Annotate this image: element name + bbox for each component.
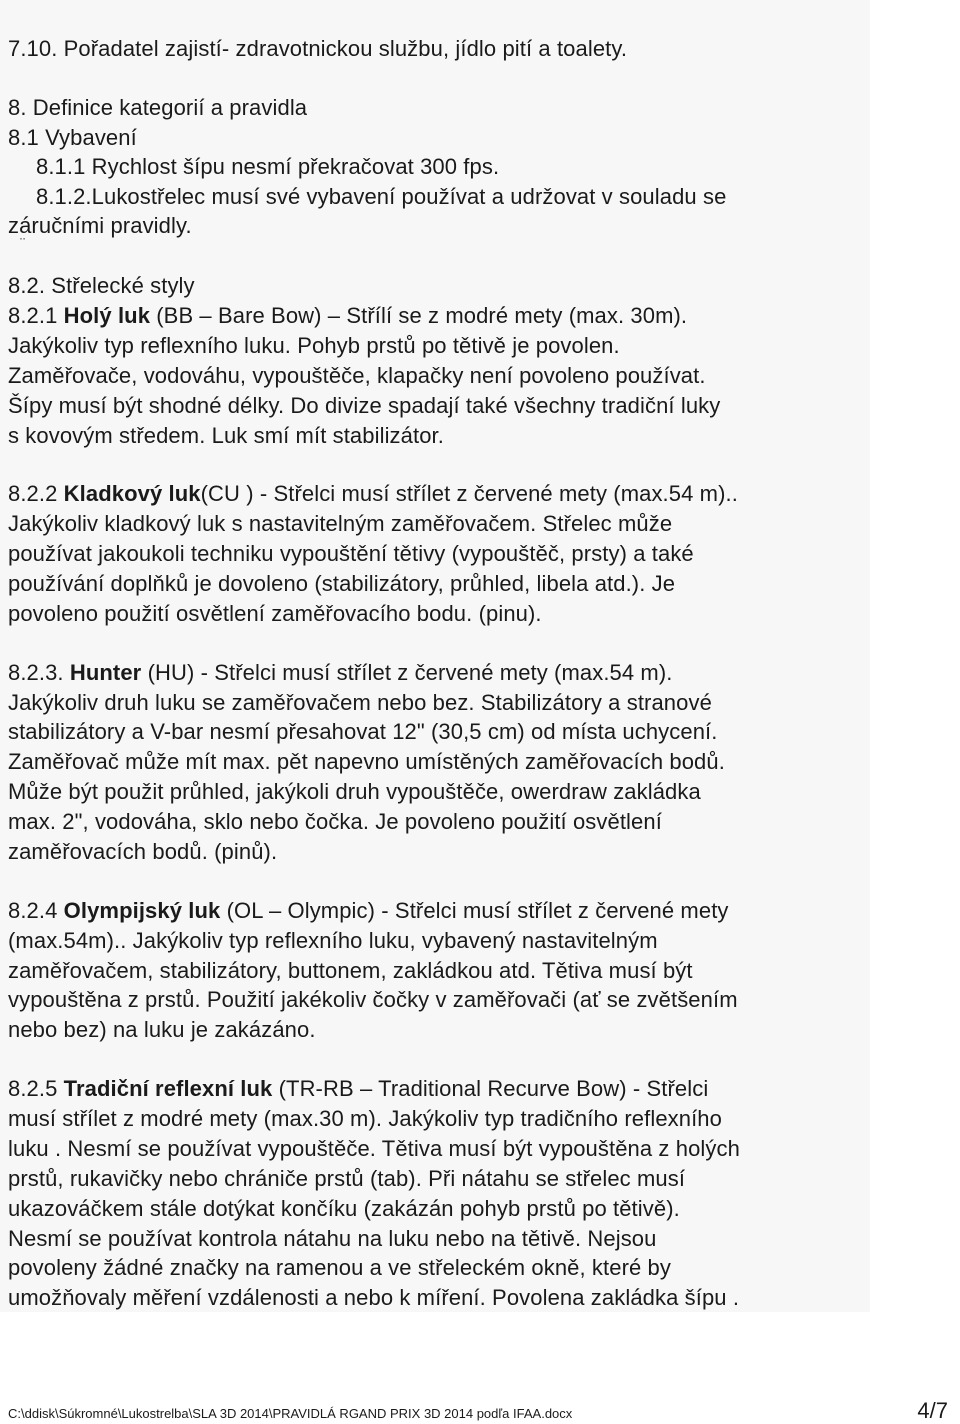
category-description: (OL – Olympic) - Střelci musí střílet z červené mety (220, 898, 729, 923)
text-line: musí střílet z modré mety (max.30 m). Jakýkoliv typ tradičního reflexního (8, 1106, 722, 1131)
file-path: C:\ddisk\Súkromné\Lukostrelba\SLA 3D 2014\PRAVIDLÁ RGAND PRIX 3D 2014 podľa IFAA.docx (8, 1406, 573, 1421)
category-number: 8.2.4 (8, 898, 64, 923)
category-number: 8.2.5 (8, 1076, 64, 1101)
text-line: vypouštěna z prstů. Použití jakékoliv čočky v zaměřovači (ať se zvětšením (8, 987, 738, 1012)
category-name: Kladkový luk (63, 481, 201, 506)
text-line: zaměřovačem, stabilizátory, buttonem, zakládkou atd. Tětiva musí být (8, 958, 693, 983)
text-line: povoleno použití osvětlení zaměřovacího bodu. (pinu). (8, 601, 542, 626)
text-line: zaměřovacích bodů. (pinů). (8, 839, 278, 864)
text-line: ukazováčkem stále dotýkat končíku (zakázán pohyb prstů po tětivě). (8, 1196, 680, 1221)
text-line: 8.1.2.Lukostřelec musí své vybavení používat a udržovat v souladu se (36, 184, 727, 209)
category-number: 8.2.1 (8, 303, 64, 328)
text-line: používat jakoukoli techniku vypouštění tětivy (vypouštěč, prsty) a také (8, 541, 694, 566)
text-line: Zaměřovače, vodováhu, vypouštěče, klapačky není povoleno používat. (8, 363, 706, 388)
text-line: prstů, rukavičky nebo chrániče prstů (tab). Při nátahu se střelec musí (8, 1166, 686, 1191)
category-line (8, 302, 687, 330)
text-line: (max.54m).. Jakýkoliv typ reflexního luku, vybavený nastavitelným (8, 928, 658, 953)
stray-mark: ¨ (20, 236, 26, 253)
text-line: Šípy musí být shodné délky. Do divize spadají také všechny tradiční luky (8, 393, 721, 418)
category-line (8, 480, 738, 508)
category-description: (BB – Bare Bow) – Střílí se z modré mety (max. 30m). (150, 303, 688, 328)
text-line: 7.10. Pořadatel zajistí- zdravotnickou službu, jídlo pití a toalety. (8, 36, 628, 61)
text-line: Jakýkoliv kladkový luk s nastavitelným zaměřovačem. Střelec může (8, 511, 673, 536)
text-line: Může být použit průhled, jakýkoli druh vypouštěče, owerdraw zakládka (8, 779, 701, 804)
text-line: Jakýkoliv typ reflexního luku. Pohyb prstů po tětivě je povolen. (8, 333, 620, 358)
category-line (8, 1075, 708, 1103)
text-line: luku . Nesmí se používat vypouštěče. Tětiva musí být vypouštěna z holých (8, 1136, 740, 1161)
subsection-heading: 8.1 Vybavení (8, 125, 137, 150)
category-description: (TR-RB – Traditional Recurve Bow) - Střelci (272, 1076, 709, 1101)
text-line: Nesmí se používat kontrola nátahu na luku nebo na tětivě. Nejsou (8, 1226, 657, 1251)
text-line: s kovovým středem. Luk smí mít stabilizátor. (8, 423, 444, 448)
text-line: 8.1.1 Rychlost šípu nesmí překračovat 300 fps. (36, 154, 500, 179)
text-line: používání doplňků je dovoleno (stabilizátory, průhled, libela atd.). Je (8, 571, 676, 596)
text-line: povoleny žádné značky na ramenou a ve střeleckém okně, které by (8, 1255, 671, 1280)
heading-text: 8.2. Střelecké styly (8, 273, 195, 298)
category-name: Holý luk (63, 303, 151, 328)
category-description: (CU ) - Střelci musí střílet z červené mety (max.54 m).. (200, 481, 738, 506)
category-name: Olympijský luk (63, 898, 221, 923)
section-heading: 8. Definice kategorií a pravidla (8, 95, 308, 120)
category-line (8, 897, 729, 925)
text-line: Jakýkoliv druh luku se zaměřovačem nebo bez. Stabilizátory a stranové (8, 690, 712, 715)
category-description: (HU) - Střelci musí střílet z červené mety (max.54 m). (141, 660, 673, 685)
page-footer (0, 1398, 960, 1423)
text-line: záručními pravidly. (8, 213, 192, 238)
category-line (8, 659, 673, 687)
page-number: 4/7 (917, 1398, 948, 1423)
text-line: max. 2", vodováha, sklo nebo čočka. Je povoleno použití osvětlení (8, 809, 662, 834)
text-line: stabilizátory a V-bar nesmí přesahovat 12" (30,5 cm) od místa uchycení. (8, 719, 718, 744)
category-name: Tradiční reflexní luk (63, 1076, 273, 1101)
category-name: Hunter (69, 660, 142, 685)
text-line: umožňovaly měření vzdálenosti a nebo k míření. Povolena zakládka šípu . (8, 1285, 740, 1310)
section-heading (8, 272, 195, 300)
category-number: 8.2.2 (8, 481, 64, 506)
text-line: nebo bez) na luku je zakázáno. (8, 1017, 316, 1042)
category-number: 8.2.3. (8, 660, 70, 685)
text-line: Zaměřovač může mít max. pět napevno umístěných zaměřovacích bodů. (8, 749, 725, 774)
